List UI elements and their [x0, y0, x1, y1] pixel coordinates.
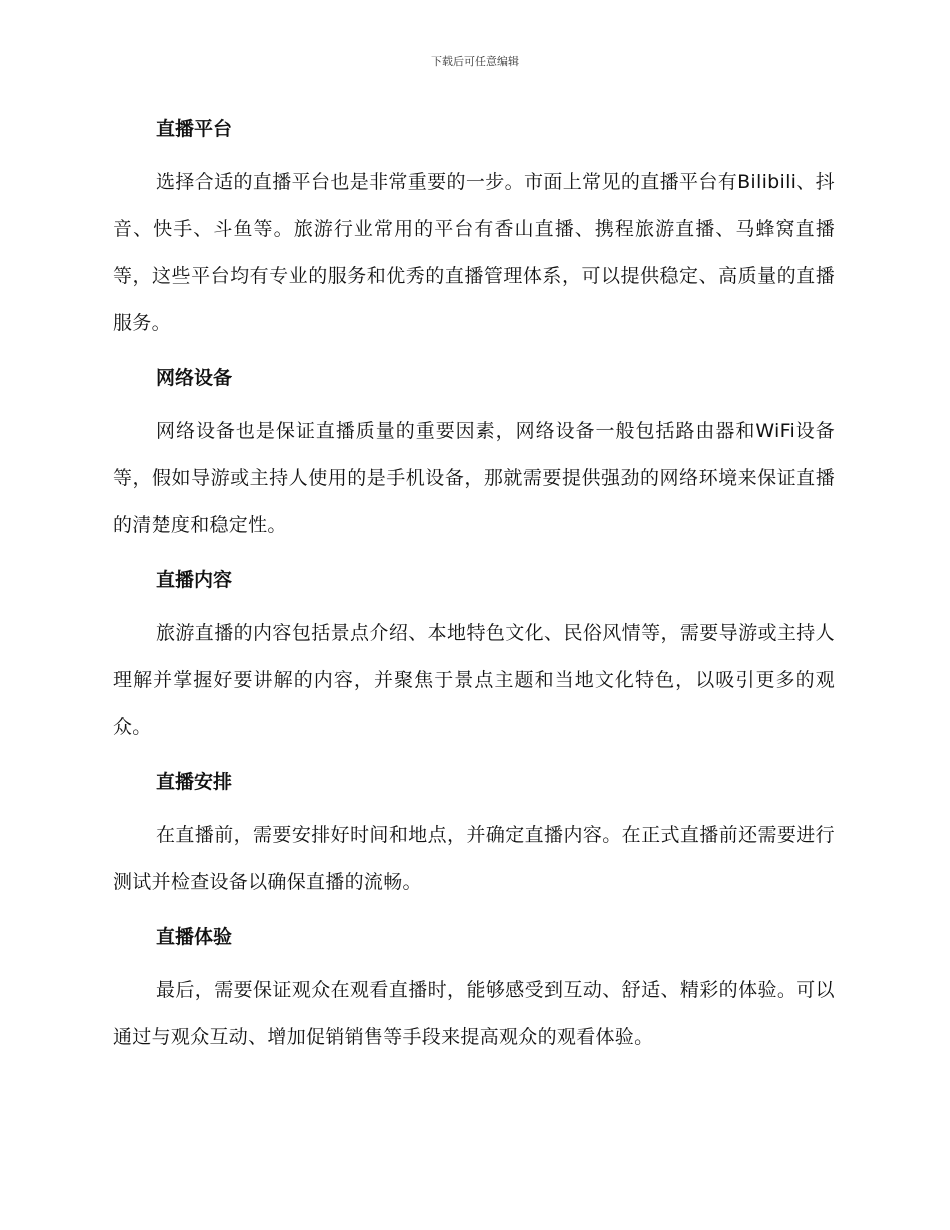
section-heading: 直播体验	[156, 926, 233, 948]
section-heading: 网络设备	[156, 367, 233, 389]
document-body	[113, 112, 835, 1061]
section-paragraph: 网络设备也是保证直播质量的重要因素，网络设备一般包括路由器和WiFi设备等，假如导游或主持人使用的是手机设备，那就需要提供强劲的网络环境来保证直播的清楚度和稳定性。	[113, 420, 835, 536]
section-heading: 直播安排	[156, 771, 233, 793]
section-paragraph: 选择合适的直播平台也是非常重要的一步。市面上常见的直播平台有Bilibili、抖音、快手、斗鱼等。旅游行业常用的平台有香山直播、携程旅游直播、马蜂窝直播等，这些平台均有专业的服务和优秀的直播管理体系，可以提供稳定、高质量的直播服务。	[113, 171, 835, 334]
section-paragraph: 在直播前，需要安排好时间和地点，并确定直播内容。在正式直播前还需要进行测试并检查设备以确保直播的流畅。	[113, 824, 835, 893]
section-paragraph: 旅游直播的内容包括景点介绍、本地特色文化、民俗风情等，需要导游或主持人理解并掌握好要讲解的内容，并聚焦于景点主题和当地文化特色，以吸引更多的观众。	[113, 622, 835, 738]
page-header: 下载后可任意编辑	[431, 55, 519, 68]
section-heading: 直播内容	[156, 569, 233, 591]
section-heading: 直播平台	[156, 118, 233, 140]
section-paragraph: 最后，需要保证观众在观看直播时，能够感受到互动、舒适、精彩的体验。可以通过与观众互动、增加促销销售等手段来提高观众的观看体验。	[113, 979, 835, 1048]
